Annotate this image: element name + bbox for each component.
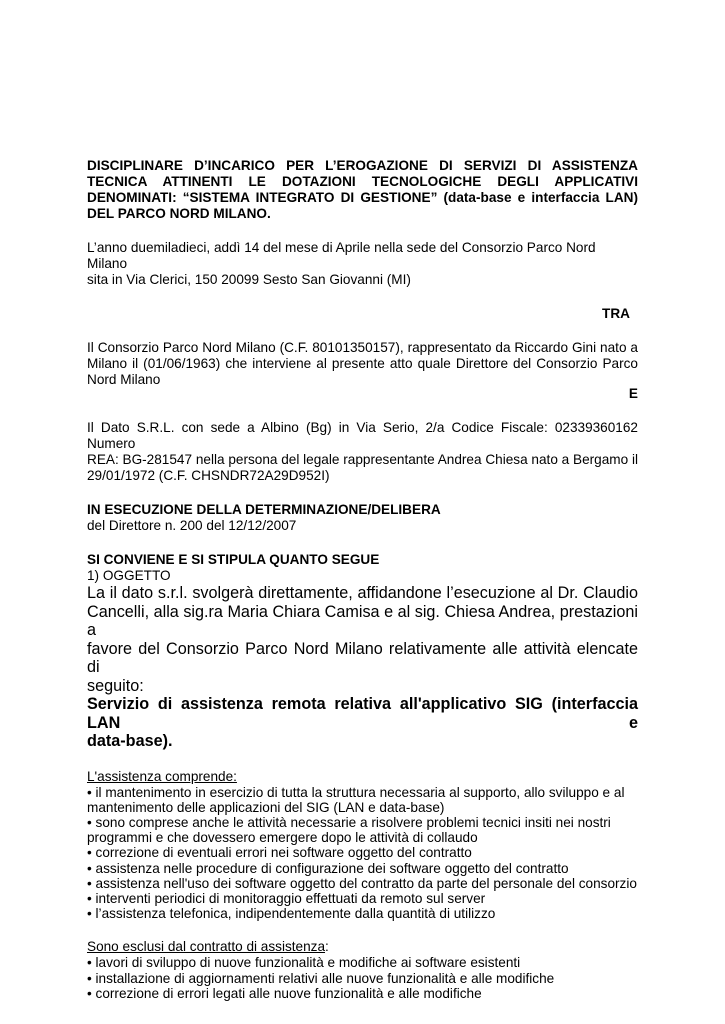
document-title [87, 158, 638, 222]
agreement-body-line: La il dato s.r.l. svolgerà direttamente, affidandone l’esecuzione al Dr. Claudio [87, 584, 638, 602]
list-item: • assistenza nelle procedure di configurazione dei software oggetto del contratto [87, 860, 569, 876]
party1-line: Nord Milano [87, 372, 161, 387]
execution-block [87, 502, 638, 534]
excludes-heading: Sono esclusi dal contratto di assistenza [87, 939, 326, 955]
list-item: • installazione di aggiornamenti relativi alle nuove funzionalità e alle modifiche [87, 970, 555, 986]
party2-line: Il Dato S.R.L. con sede a Albino (Bg) in Via Serio, 2/a Codice Fiscale: 02339360162 Numero [87, 420, 638, 451]
excludes-block [87, 939, 638, 1001]
includes-heading: L'assistenza comprende: [87, 768, 237, 784]
list-item: • assistenza nell'uso dei software oggetto del contratto da parte del personale del consorzio [87, 875, 637, 891]
party2-line: REA: BG-281547 nella persona del legale rappresentante Andrea Chiesa nato a Bergamo il [87, 452, 638, 467]
list-item: • lavori di sviluppo di nuove funzionalità e modifiche ai software esistenti [87, 955, 521, 971]
agreement-body-line: favore del Consorzio Parco Nord Milano relativamente alle attività elencate di [87, 639, 638, 676]
service-title-line: data-base). [87, 732, 173, 750]
list-item: • interventi periodici di monitoraggio effettuati da remoto sul server [87, 890, 486, 906]
party2-paragraph [87, 420, 638, 484]
agreement-heading: SI CONVIENE E SI STIPULA QUANTO SEGUE [87, 552, 380, 567]
list-item: • il mantenimento in esercizio di tutta la struttura necessaria al supporto, allo sviluppo e al [87, 784, 625, 800]
list-item: • l’assistenza telefonica, indipendentemente dalla quantità di utilizzo [87, 906, 496, 922]
list-item: • correzione di eventuali errori nei software oggetto del contratto [87, 845, 472, 861]
title-line: DEL PARCO NORD MILANO. [87, 206, 271, 221]
agreement-block [87, 552, 638, 751]
party1-paragraph [87, 340, 638, 388]
intro-paragraph [87, 240, 638, 288]
agreement-body-line: seguito: [87, 676, 144, 695]
excludes-heading-row [87, 939, 638, 955]
title-line: DENOMINATI: “SISTEMA INTEGRATO DI GESTIONE” (data-base e interfaccia LAN) [87, 190, 638, 205]
agreement-body-line: Cancelli, alla sig.ra Maria Chiara Camisa e al sig. Chiesa Andrea, prestazioni a [87, 602, 638, 639]
intro-line: L’anno duemiladieci, addì 14 del mese di Aprile nella sede del Consorzio Parco Nord Milano [87, 240, 596, 271]
intro-line: sita in Via Clerici, 150 20099 Sesto San Giovanni (MI) [87, 272, 411, 287]
tra-label: TRA [602, 306, 630, 321]
title-line: TECNICA ATTINENTI LE DOTAZIONI TECNOLOGICHE DEGLI APPLICATIVI [87, 174, 638, 189]
list-item: • correzione di errori legati alle nuove funzionalità e alle modifiche [87, 985, 482, 1001]
execution-detail: del Direttore n. 200 del 12/12/2007 [87, 518, 297, 533]
party1-line: Il Consorzio Parco Nord Milano (C.F. 80101350157), rappresentato da Riccardo Gini nato a [87, 340, 638, 355]
excludes-heading-colon: : [325, 939, 329, 955]
e-label: E [628, 386, 638, 401]
excludes-list [87, 955, 638, 1001]
party2-line: 29/01/1972 (C.F. CHSNDR72A29D952I) [87, 468, 330, 483]
list-item: programmi e che dovessero emergere dopo le attività di collaudo [87, 830, 478, 846]
includes-block [87, 769, 638, 922]
includes-list [87, 785, 638, 922]
document-page [87, 158, 638, 1001]
list-item: • sono comprese anche le attività necessarie a risolvere problemi tecnici insiti nei nostri [87, 814, 611, 830]
party1-line: Milano il (01/06/1963) che interviene al presente atto quale Direttore del Consorzio Parco [87, 356, 638, 371]
execution-heading: IN ESECUZIONE DELLA DETERMINAZIONE/DELIBERA [87, 502, 441, 517]
section-heading: 1) OGGETTO [87, 568, 171, 583]
title-line: DISCIPLINARE D’INCARICO PER L’EROGAZIONE DI SERVIZI DI ASSISTENZA [87, 158, 638, 173]
service-title-line: Servizio di assistenza remota relativa all'applicativo SIG (interfaccia LAN e [87, 695, 638, 732]
list-item: mantenimento delle applicazioni del SIG (LAN e data-base) [87, 799, 445, 815]
